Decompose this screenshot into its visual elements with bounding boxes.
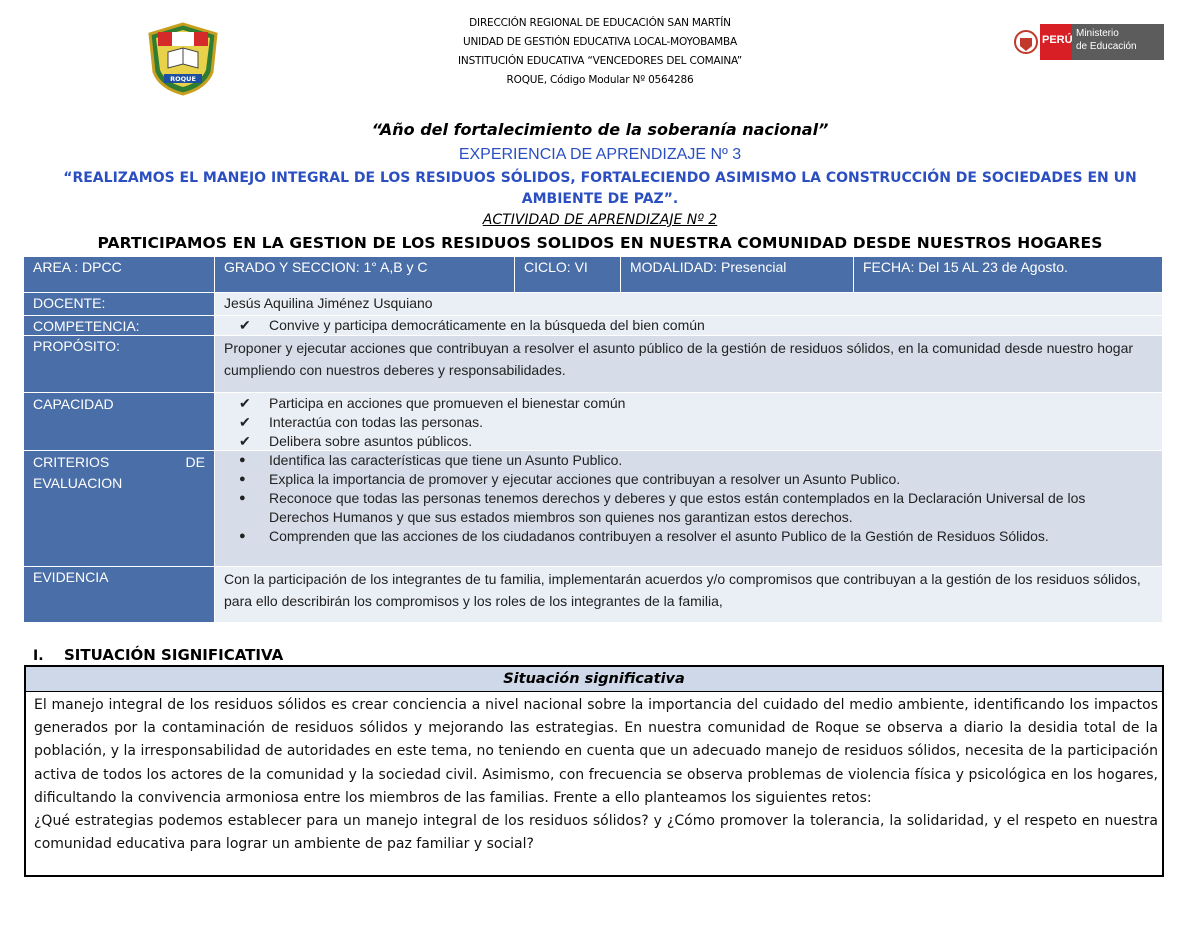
- competencia-cell: [215, 316, 1162, 336]
- minedu-peru: PERÚ: [1042, 34, 1073, 46]
- competencia-value: Convive y participa democráticamente en la búsqueda del bien común: [269, 317, 705, 333]
- bullet-icon: ●: [239, 492, 246, 504]
- evidencia-value: Con la participación de los integrantes de tu familia, implementarán acuerdos y/o compromisos que contribuyan a la gestión de los residuos sólidos, para ello describirán los compromisos y los roles de los integrantes de la familia,: [215, 567, 1162, 623]
- experience-title: EXPERIENCIA DE APRENDIZAJE Nº 3: [458, 146, 742, 163]
- minedu-line-2: de Educación: [1076, 41, 1137, 52]
- activity-title: ACTIVIDAD DE APRENDIZAJE Nº 2: [482, 212, 718, 228]
- criterio-item: ● Explica la importancia de promover y ejecutar acciones que contribuyan a resolver un Asunto Publico.: [239, 471, 901, 487]
- capacidad-item: ✔ Participa en acciones que promueven el bienestar común: [239, 395, 626, 411]
- check-icon: ✔: [239, 395, 251, 411]
- proposito-value: Proponer y ejecutar acciones que contribuyan a resolver el asunto público de la gestión de residuos sólidos, en la comunidad desde nuestro hogar cumpliendo con nuestros deberes y responsabilidades.: [215, 336, 1162, 393]
- criterio-item: ● Identifica las características que tiene un Asunto Publico.: [239, 452, 623, 468]
- section-title: SITUACIÓN SIGNIFICATIVA: [64, 646, 284, 664]
- situation-question: ¿Qué estrategias podemos establecer para un manejo integral de los residuos sólidos? y ¿Cómo promover la tolerancia, la solidaridad, y el respeto en nuestra comunidad educativa para lograr un ambiente de paz familiar y social?: [34, 813, 1158, 853]
- criterio-item: ● Reconoce que todas las personas tenemos derechos y deberes y que estos están contemplados en la Declaración Universal de los Derechos Humanos y que sus estados miembros son quienes nos garantizan estos derechos.: [239, 490, 1086, 525]
- header-line-3: INSTITUCIÓN EDUCATIVA “VENCEDORES DEL COMAINA”: [458, 55, 742, 67]
- criterios-label: CRITERIOS DE EVALUACION: [24, 451, 215, 567]
- proposito-label: PROPÓSITO:: [24, 336, 215, 393]
- area-cell: AREA : DPCC: [24, 257, 215, 293]
- session-title: PARTICIPAMOS EN LA GESTION DE LOS RESIDUOS SOLIDOS EN NUESTRA COMUNIDAD DESDE NUESTROS HOGARES: [97, 234, 1103, 252]
- modalidad-cell: MODALIDAD: Presencial: [621, 257, 854, 293]
- capacidad-item: ✔ Interactúa con todas las personas.: [239, 414, 484, 430]
- check-icon: ✔: [239, 317, 251, 333]
- bullet-icon: ●: [239, 530, 246, 542]
- header-line-4: ROQUE, Código Modular Nº 0564286: [506, 74, 694, 86]
- check-icon: ✔: [239, 414, 251, 430]
- capacidad-label: CAPACIDAD: [24, 393, 215, 451]
- check-icon: ✔: [239, 433, 251, 449]
- competencia-label: COMPETENCIA:: [24, 316, 215, 336]
- crest-text: ROQUE: [170, 75, 196, 83]
- header-line-2: UNIDAD DE GESTIÓN EDUCATIVA LOCAL-MOYOBAMBA: [462, 36, 738, 48]
- situation-box-title: Situación significativa: [26, 667, 1162, 692]
- minedu-logo: [1012, 22, 1164, 62]
- school-crest-icon: [146, 22, 220, 96]
- capacidad-item: ✔ Delibera sobre asuntos públicos.: [239, 433, 473, 449]
- criterio-item: ● Comprenden que las acciones de los ciudadanos contribuyen a resolver el asunto Publico de la Gestión de Residuos Sólidos.: [239, 528, 1049, 544]
- situation-text: El manejo integral de los residuos sólidos es crear conciencia a nivel nacional sobre la importancia del cuidado del medio ambiente, identificando los impactos generados por la contaminación de residuos sólidos y mejorando las estrategias. En nuestra comunidad de Roque se observa a diario la desidia total de la población, y la irresponsabilidad de autoridades en este tema, no teniendo en cuenta que un adecuado manejo de residuos sólidos, necesita de la participación activa de todos los actores de la comunidad y la sociedad civil. Asimismo, con frecuencia se observa problemas de violencia física y psicológica en los hogares, dificultando la convivencia armoniosa entre los miembros de las familias. Frente a ello planteamos los siguientes retos:: [34, 697, 1158, 806]
- grado-cell: GRADO Y SECCION: 1° A,B y C: [215, 257, 515, 293]
- competencia-item: [215, 316, 1162, 335]
- section-number: I.: [33, 648, 44, 664]
- experience-subtitle: “REALIZAMOS EL MANEJO INTEGRAL DE LOS RESIDUOS SÓLIDOS, FORTALECIENDO ASIMISMO LA CONSTRUCCIÓN DE SOCIEDADES EN UN AMBIENTE DE PAZ”.: [63, 170, 1137, 207]
- docente-label: DOCENTE:: [24, 293, 215, 316]
- ciclo-cell: CICLO: VI: [515, 257, 621, 293]
- criterios-cell: [215, 451, 1162, 567]
- docente-value: Jesús Aquilina Jiménez Usquiano: [215, 293, 1162, 316]
- bullet-icon: ●: [239, 473, 246, 485]
- year-title: “Año del fortalecimiento de la soberanía nacional”: [371, 120, 829, 139]
- header-line-1: DIRECCIÓN REGIONAL DE EDUCACIÓN SAN MARTÍN: [469, 17, 731, 29]
- minedu-line-1: Ministerio: [1076, 28, 1119, 39]
- situation-body: [34, 694, 1158, 856]
- bullet-icon: ●: [239, 454, 246, 466]
- situation-box: [24, 665, 1164, 877]
- capacidad-cell: [215, 393, 1162, 451]
- evidencia-label: EVIDENCIA: [24, 567, 215, 623]
- fecha-cell: FECHA: Del 15 AL 23 de Agosto.: [854, 257, 1162, 293]
